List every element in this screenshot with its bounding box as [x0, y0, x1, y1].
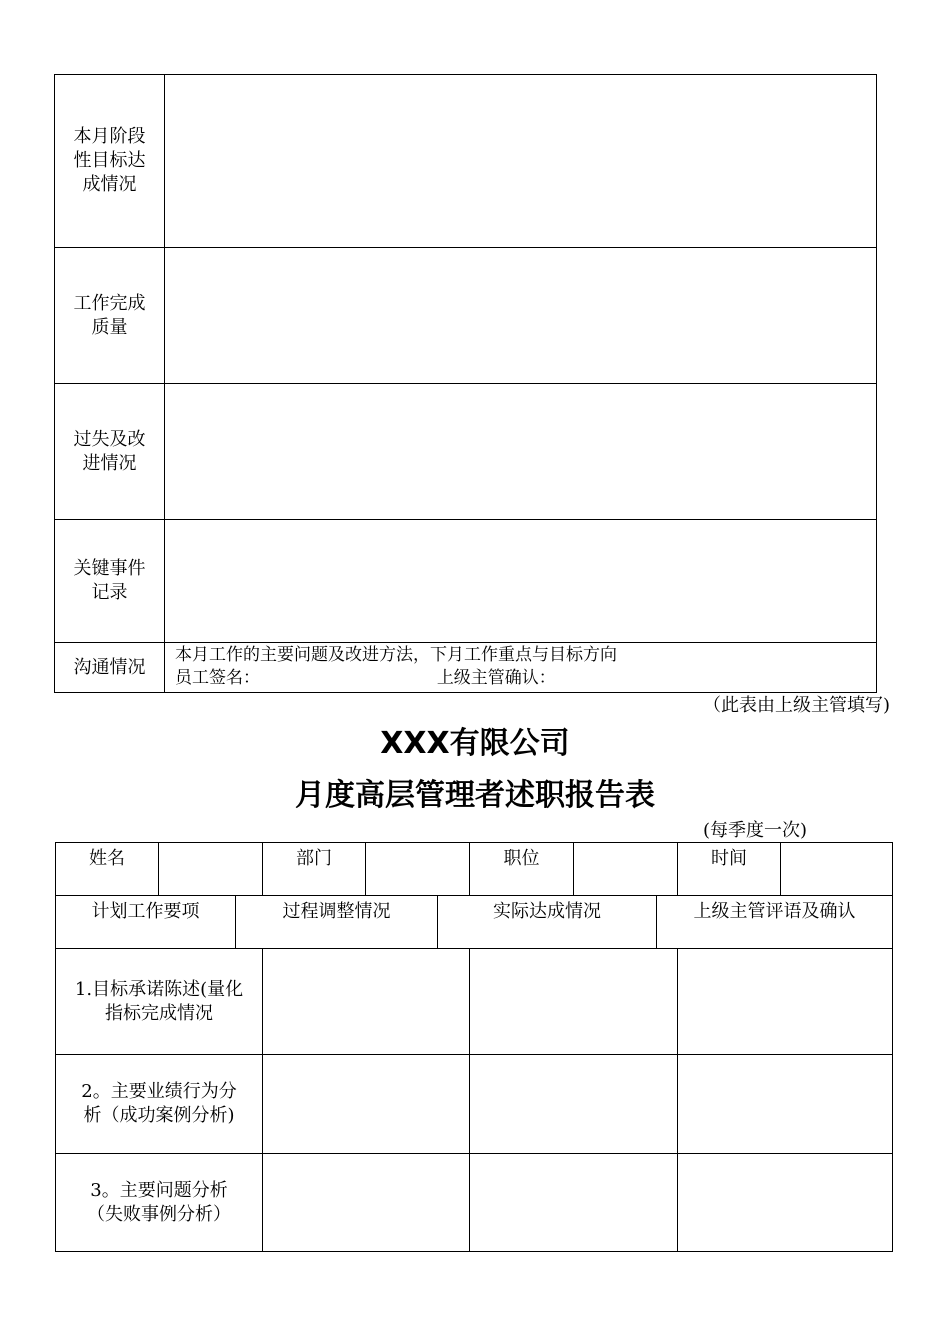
- label-line: 本月阶段: [73, 126, 146, 147]
- name-field[interactable]: [158, 842, 263, 896]
- row1-actual-field[interactable]: [469, 948, 678, 1055]
- communication-text: 本月工作的主要问题及改进方法，下月工作重点与目标方向: [175, 645, 617, 665]
- time-field[interactable]: [780, 842, 893, 896]
- label-line: 指标完成情况: [105, 1002, 213, 1024]
- performance-analysis-label: [55, 1054, 263, 1154]
- time-label-cell: [677, 842, 781, 896]
- header-text: 过程调整情况: [282, 901, 391, 922]
- label-line: 过失及改: [73, 428, 146, 450]
- process-adjustment-header: [235, 895, 438, 949]
- header-text: 上级主管评语及确认: [693, 901, 856, 922]
- label-line: 关键事件: [73, 558, 146, 579]
- label-line: 工作完成: [73, 292, 146, 314]
- row1-process-field[interactable]: [262, 948, 470, 1055]
- department-label: 部门: [296, 848, 332, 869]
- row3-actual-field[interactable]: [469, 1153, 678, 1252]
- planned-items-header: [55, 895, 236, 949]
- label-line: 性目标达: [73, 150, 146, 171]
- actual-achievement-header: [437, 895, 657, 949]
- problem-analysis-label: [55, 1153, 263, 1252]
- row3-comment-field[interactable]: [677, 1153, 893, 1252]
- label-line: 1.目标承诺陈述(量化: [74, 978, 244, 1000]
- supervisor-comment-header: [656, 895, 893, 949]
- label-line: 质量: [91, 316, 128, 338]
- header-text: 实际达成情况: [493, 901, 601, 922]
- label-line: 记录: [91, 582, 128, 603]
- label-line: 3。主要问题分析: [90, 1179, 228, 1201]
- frequency-note: (每季度一次): [703, 820, 808, 841]
- position-label-cell: [469, 842, 574, 896]
- position-label: 职位: [503, 848, 540, 869]
- supervisor-confirm-label: 上级主管确认：: [436, 668, 556, 688]
- company-title: XXX有限公司: [380, 726, 570, 761]
- row2-comment-field[interactable]: [677, 1054, 893, 1154]
- label-line: 2。主要业绩行为分: [81, 1081, 237, 1102]
- label-line: 析（成功案例分析): [83, 1105, 235, 1126]
- header-text: 计划工作要项: [91, 901, 200, 922]
- row1-comment-field[interactable]: [677, 948, 893, 1055]
- department-field[interactable]: [365, 842, 470, 896]
- time-label: 时间: [711, 848, 747, 869]
- employee-signature-label: 员工签名：: [175, 668, 260, 688]
- row2-process-field[interactable]: [262, 1054, 470, 1154]
- row2-actual-field[interactable]: [469, 1054, 678, 1154]
- name-label: 姓名: [89, 848, 125, 869]
- label-line: 进情况: [82, 452, 137, 474]
- name-label-cell: [55, 842, 159, 896]
- label-line: 沟通情况: [73, 656, 146, 678]
- position-field[interactable]: [573, 842, 678, 896]
- department-label-cell: [262, 842, 366, 896]
- goal-commitment-label: [55, 948, 263, 1055]
- row3-process-field[interactable]: [262, 1153, 470, 1252]
- filled-by-supervisor-note: （此表由上级主管填写): [702, 695, 890, 716]
- label-line: （失败事例分析）: [87, 1203, 231, 1225]
- report-title: 月度高层管理者述职报告表: [295, 778, 655, 813]
- label-line: 成情况: [82, 174, 137, 195]
